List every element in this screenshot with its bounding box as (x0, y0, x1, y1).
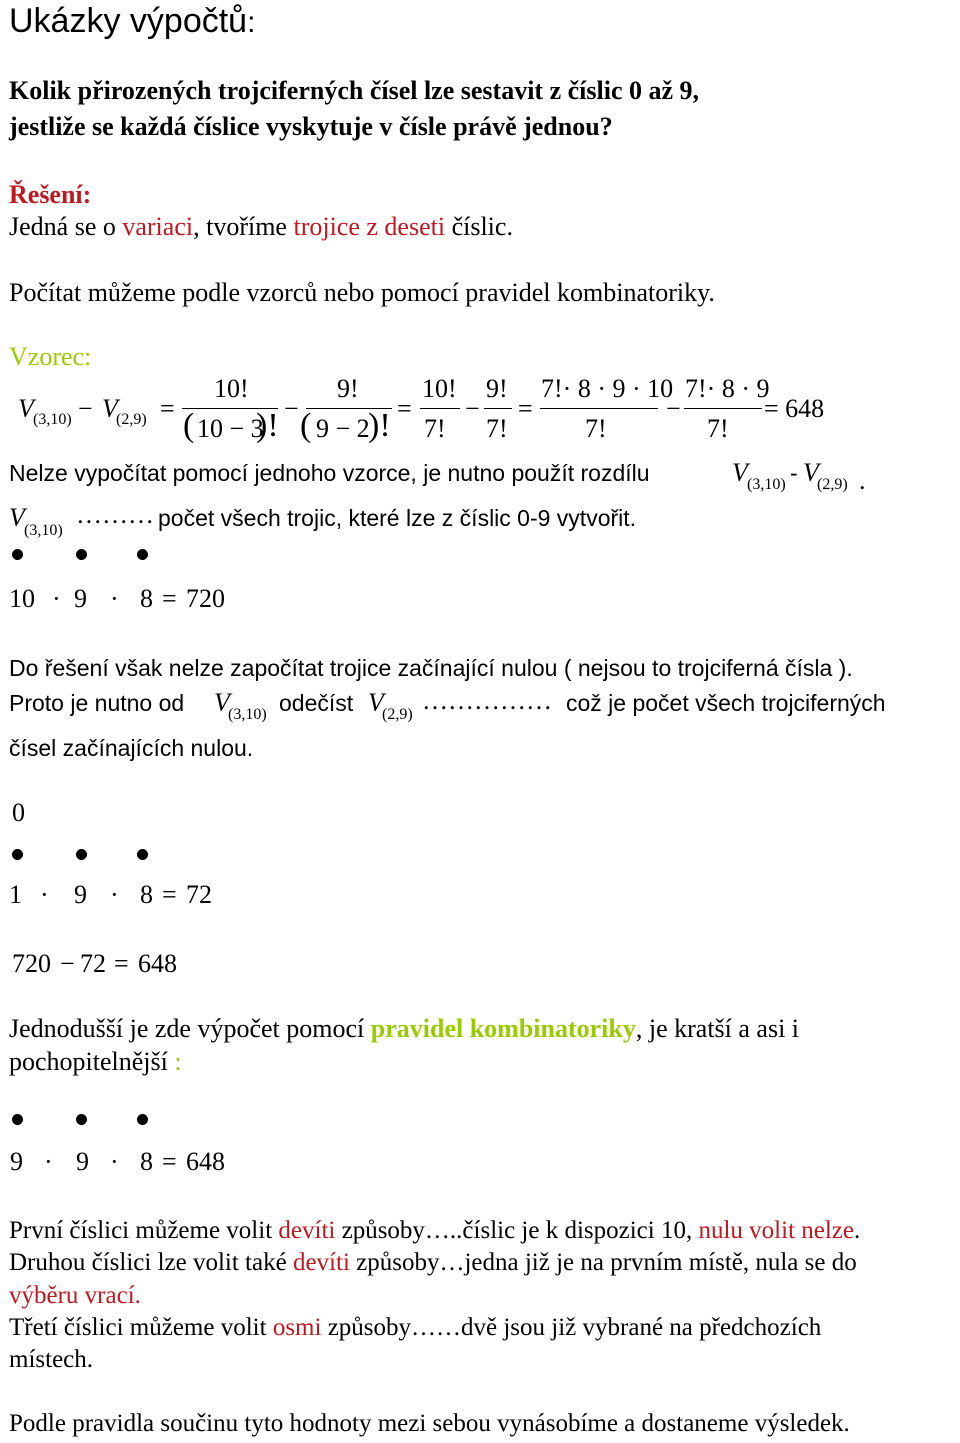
frac4-den: 7! (486, 414, 508, 443)
frac3-num: 10! (422, 374, 457, 403)
explain-line5: místech. (9, 1346, 94, 1373)
calc1-eq: = (162, 584, 177, 613)
calc1-dot2: · (110, 584, 119, 613)
calc1-res: 720 (186, 584, 225, 613)
para2-rest: což je počet všech trojciferných (566, 690, 886, 716)
calc3-res: 648 (138, 949, 177, 978)
calc2-c: 8 (140, 880, 153, 909)
explain-p2c: způsoby…jedna již je na prvním místě, nula se do (349, 1249, 857, 1276)
frac2-den: 9 − 2 (316, 414, 370, 443)
simpler-l1c: , je kratší a asi i (635, 1014, 800, 1043)
solution-text-1: Jedná se o (9, 212, 123, 241)
calc4-dot1: · (44, 1147, 53, 1176)
frac2-close: )! (368, 407, 391, 444)
explain-line2 (9, 1249, 857, 1277)
calc4-c: 8 (140, 1147, 153, 1176)
formula-result: = 648 (764, 394, 825, 423)
title-colon: : (247, 6, 256, 39)
explain-p3b: osmi (272, 1314, 322, 1341)
para2-v2: V (368, 688, 384, 717)
para2-proto: Proto je nutno od (9, 690, 185, 716)
explain-p3c: způsoby……dvě jsou již vybrané na předchozích (321, 1314, 822, 1341)
para2-line3: čísel začínajících nulou. (9, 735, 254, 761)
calc4-eq: = (162, 1147, 177, 1176)
para2-line1: Do řešení však nelze započítat trojice začínající nulou ( nejsou to trojciferná čísla ). (9, 655, 853, 681)
explain-p1b: devíti (278, 1217, 336, 1244)
method-line: Počítat můžeme podle vzorců nebo pomocí pravidel kombinatoriky. (9, 278, 715, 307)
explain-p2a: Druhou číslici lze volit také (9, 1249, 293, 1276)
note1-sub2: (2,9) (817, 476, 848, 493)
title-text: Ukázky výpočtů (9, 2, 248, 40)
frac5-num: 7!· 8 · 9 · 10 (541, 374, 674, 403)
explain-line3 (9, 1282, 141, 1310)
zero-label: 0 (12, 798, 25, 827)
question-line-2: jestliže se každá číslice vyskytuje v čísle právě jednou? (9, 112, 613, 141)
explain-p1c: způsoby…..číslic je k dispozici 10, (335, 1217, 699, 1244)
note1-sub1: (3,10) (747, 476, 786, 493)
frac6-den: 7! (707, 414, 729, 443)
simpler-line2 (9, 1047, 182, 1077)
note1-line (9, 460, 650, 487)
solution-text-2: , tvoříme (193, 212, 294, 241)
simpler-l1a: Jednodušší je zde výpočet pomocí (9, 1014, 371, 1043)
explain-p1e: . (854, 1217, 861, 1244)
solution-trojice: trojice z deseti (293, 212, 446, 241)
formula-label-colon: : (84, 342, 92, 371)
calc1-dot1: · (52, 584, 61, 613)
frac3-den: 7! (424, 414, 446, 443)
note1-end: . (859, 466, 866, 495)
solution-variaci: variaci (122, 212, 194, 241)
formula-sub2: (2,9) (116, 411, 147, 428)
explain-line1 (9, 1217, 860, 1245)
slot-dot-5 (76, 849, 87, 860)
explain-line6: Podle pravidla součinu tyto hodnoty mezi sebou vynásobíme a dostaneme výsledek. (9, 1410, 850, 1437)
para2-sub1: (3,10) (228, 706, 267, 723)
slot-dot-4 (12, 849, 23, 860)
formula-label (9, 342, 91, 372)
explain-p2b: devíti (292, 1249, 350, 1276)
formula-minus-3: − (465, 394, 480, 423)
v310-text: počet všech trojic, které lze z číslic 0-9 vytvořit. (158, 505, 637, 531)
calc4-dot2: · (110, 1147, 119, 1176)
formula-label-text: Vzorec (9, 342, 85, 371)
v310-sub: (3,10) (24, 522, 63, 539)
frac5-den: 7! (585, 414, 607, 443)
slot-dot-9 (137, 1114, 148, 1125)
para2-sub2: (2,9) (382, 706, 413, 723)
simpler-line1 (9, 1014, 799, 1044)
calc2-dot1: · (40, 880, 49, 909)
v310-v: V (9, 503, 25, 532)
calc1-c: 8 (140, 584, 153, 613)
frac4-num: 9! (486, 374, 508, 403)
page-title (9, 2, 255, 41)
calc2-a: 1 (9, 880, 22, 909)
calc3-a: 720 (12, 949, 51, 978)
explain-p1a: První číslici můžeme volit (9, 1217, 279, 1244)
calc4-b: 9 (76, 1147, 89, 1176)
frac5-line (540, 408, 658, 409)
note1-dash: - (790, 460, 798, 486)
formula-eq-3: = (518, 394, 533, 423)
note1-v2: V (803, 458, 819, 487)
para2-v1: V (214, 688, 230, 717)
calc1-a: 10 (9, 584, 35, 613)
calc3-eq: = (114, 949, 129, 978)
formula-minus-1: − (78, 394, 93, 423)
calc2-dot2: · (110, 880, 119, 909)
slot-dot-6 (137, 849, 148, 860)
formula-sub1: (3,10) (33, 411, 72, 428)
formula-eq-2: = (397, 394, 412, 423)
solution-line (9, 212, 513, 242)
solution-heading: Řešení: (9, 180, 92, 209)
simpler-l2c: : (167, 1047, 182, 1076)
calc1-b: 9 (74, 584, 87, 613)
explain-p2d: výběru vrací (9, 1282, 135, 1309)
frac1-den: 10 − 3 (197, 414, 264, 443)
formula-minus-2: − (284, 394, 299, 423)
calc3-minus: − (60, 949, 75, 978)
frac1-num: 10! (214, 374, 249, 403)
calc4-a: 9 (10, 1147, 23, 1176)
slot-dot-8 (76, 1114, 87, 1125)
note1-v1: V (732, 458, 748, 487)
formula-minus-4: − (666, 394, 681, 423)
frac2-open: ( (300, 407, 312, 444)
formula-v2: V (102, 394, 118, 423)
calc4-res: 648 (186, 1147, 225, 1176)
frac6-line (684, 408, 762, 409)
calc2-res: 72 (186, 880, 212, 909)
para2-odecist: odečíst (279, 690, 354, 716)
frac6-num: 7!· 8 · 9 (685, 374, 770, 403)
calc3-b: 72 (80, 949, 106, 978)
slot-dot-2 (76, 549, 87, 560)
slot-dot-3 (137, 549, 148, 560)
question-line-1: Kolik přirozených trojciferných čísel lze sestavit z číslic 0 až 9, (9, 76, 700, 105)
simpler-l1b: pravidel kombinatoriky (370, 1014, 636, 1043)
solution-text-3: číslic. (445, 212, 513, 241)
note1-text: Nelze vypočítat pomocí jednoho vzorce, je nutno použít rozdílu (9, 460, 650, 486)
frac2-num: 9! (337, 374, 359, 403)
formula-eq-1: = (160, 394, 175, 423)
calc2-eq: = (162, 880, 177, 909)
simpler-l2: pochopitelnější (9, 1047, 168, 1076)
frac1-close: )! (256, 407, 279, 444)
explain-line4 (9, 1314, 821, 1342)
explain-p1d: nulu volit nelze (698, 1217, 855, 1244)
slot-dot-1 (12, 549, 23, 560)
frac4-line (484, 408, 512, 409)
v310-dots: ……… (76, 500, 154, 529)
explain-p2e: . (134, 1282, 141, 1309)
frac3-line (420, 408, 460, 409)
frac1-open: ( (183, 407, 195, 444)
explain-p3a: Třetí číslici můžeme volit (9, 1314, 273, 1341)
calc2-b: 9 (74, 880, 87, 909)
para2-dots: …………… (422, 686, 552, 715)
slot-dot-7 (12, 1114, 23, 1125)
formula-v1: V (18, 394, 34, 423)
